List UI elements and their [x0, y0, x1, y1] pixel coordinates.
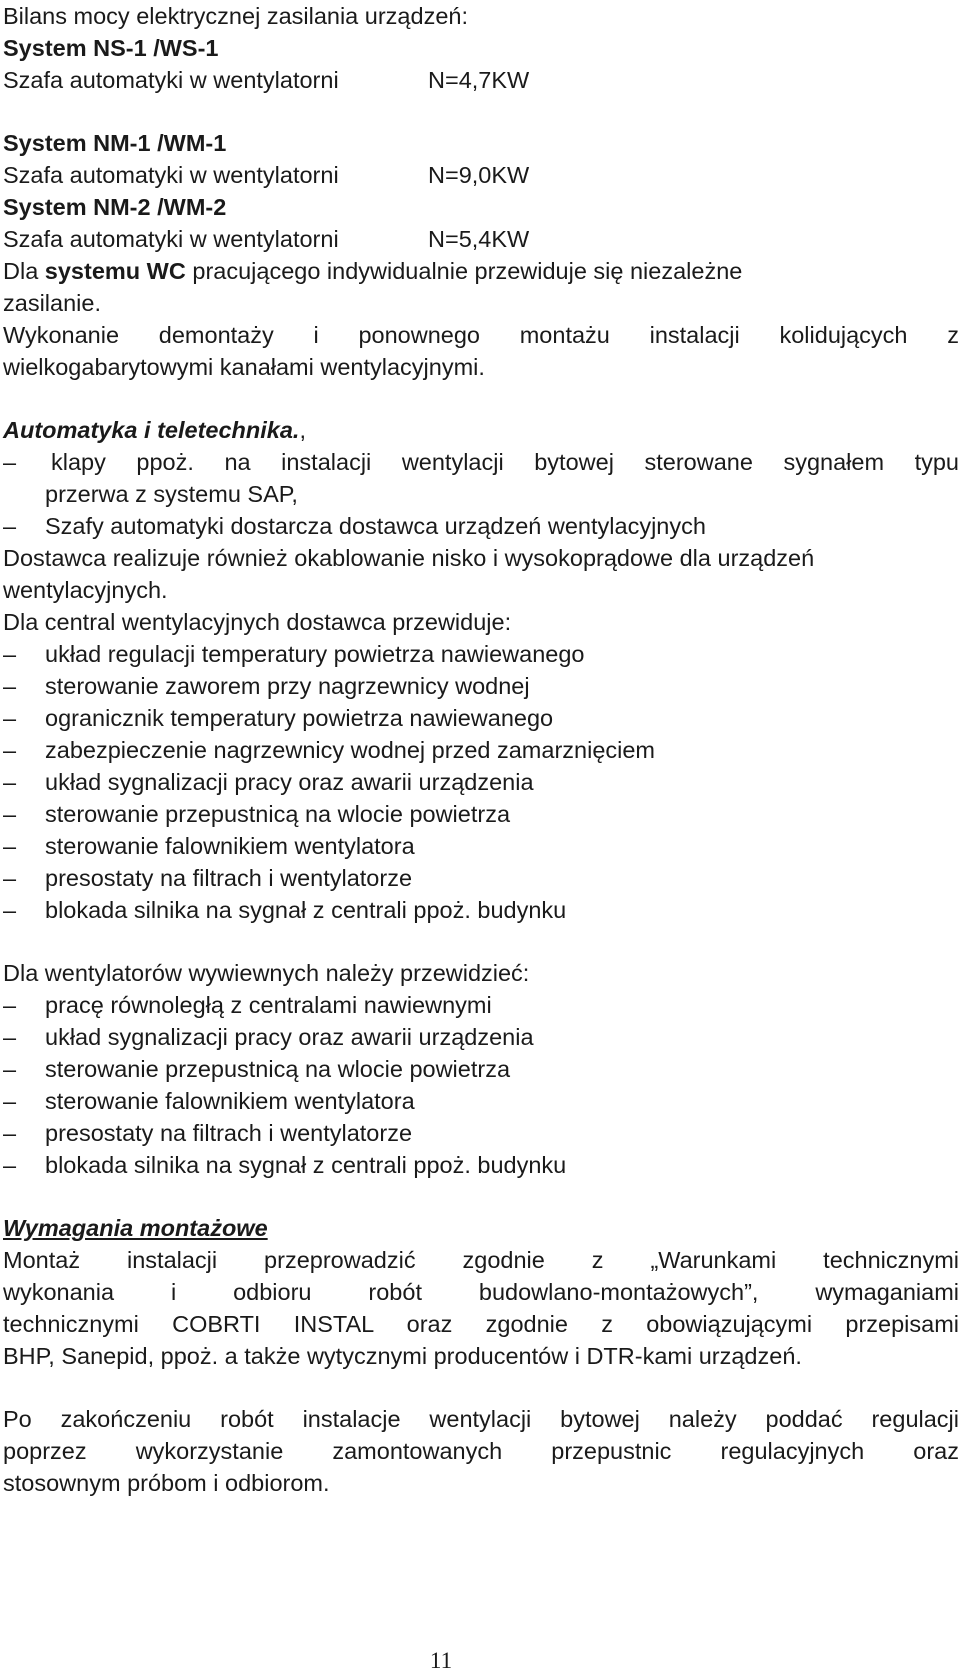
- system-row: [3, 159, 959, 191]
- system-item: Szafa automatyki w wentylatorni: [3, 67, 339, 93]
- dash-bullet: –: [3, 449, 17, 475]
- list-item: – presostaty na filtrach i wentylatorze: [3, 1117, 959, 1149]
- system-row: [3, 223, 959, 255]
- list-item: – układ sygnalizacji pracy oraz awarii urządzenia: [3, 1021, 959, 1053]
- list-item: – sterowanie przepustnicą na wlocie powietrza: [3, 1053, 959, 1085]
- list-item: – układ regulacji temperatury powietrza nawiewanego: [3, 638, 959, 670]
- installation-line: Montaż instalacji przeprowadzić zgodnie z „Warunkami technicznymi: [3, 1247, 959, 1273]
- dash-bullet: –: [3, 1152, 17, 1178]
- dash-bullet: –: [3, 1024, 17, 1050]
- cabling-line: Dostawca realizuje również okablowanie nisko i wysokoprądowe dla urządzeń: [3, 545, 815, 571]
- dash-bullet: –: [3, 1088, 17, 1114]
- list-item: – zabezpieczenie nagrzewnicy wodnej przed zamarznięciem: [3, 734, 959, 766]
- dash-bullet: –: [3, 673, 17, 699]
- dash-bullet: –: [3, 513, 17, 539]
- dash-bullet: –: [3, 897, 17, 923]
- list-item: – sterowanie falownikiem wentylatora: [3, 1085, 959, 1117]
- system-name: System NS-1 /WS-1: [3, 35, 219, 61]
- system-row: [3, 64, 959, 96]
- system-power: N=9,0KW: [428, 162, 530, 188]
- list-item: – sterowanie zaworem przy nagrzewnicy wodnej: [3, 670, 959, 702]
- exhaust-intro: Dla wentylatorów wywiewnych należy przewidzieć:: [3, 960, 530, 986]
- central-intro: Dla central wentylacyjnych dostawca przewiduje:: [3, 609, 512, 635]
- system-item: Szafa automatyki w wentylatorni: [3, 226, 339, 252]
- list-item-cont: przerwa z systemu SAP,: [45, 481, 298, 507]
- dash-bullet: –: [3, 1120, 17, 1146]
- dash-bullet: –: [3, 769, 17, 795]
- installation-line: wykonania i odbioru robót budowlano-montażowych”, wymaganiami: [3, 1279, 959, 1305]
- dash-bullet: –: [3, 705, 17, 731]
- dash-bullet: –: [3, 737, 17, 763]
- system-name: System NM-1 /WM-1: [3, 130, 227, 156]
- list-item: – ogranicznik temperatury powietrza nawiewanego: [3, 702, 959, 734]
- system-item: Szafa automatyki w wentylatorni: [3, 162, 339, 188]
- exhaust-list: [3, 989, 959, 1181]
- page-number: 11: [429, 1648, 453, 1673]
- demontage-line: Wykonanie demontaży i ponownego montażu instalacji kolidujących z: [3, 322, 959, 348]
- list-item: – pracę równoległą z centralami nawiewnymi: [3, 989, 959, 1021]
- list-item: – blokada silnika na sygnał z centrali ppoż. budynku: [3, 894, 959, 926]
- dash-bullet: –: [3, 992, 17, 1018]
- list-item: – klapy ppoż. na instalacji wentylacji bytowej sterowane sygnałem typu: [3, 446, 959, 478]
- list-item: – presostaty na filtrach i wentylatorze: [3, 862, 959, 894]
- regulation-line: stosownym próbom i odbiorom.: [3, 1470, 330, 1496]
- dash-bullet: –: [3, 833, 17, 859]
- regulation-line: Po zakończeniu robót instalacje wentylacji bytowej należy poddać regulacji: [3, 1406, 959, 1432]
- wc-system-label: systemu WC: [44, 258, 186, 284]
- system-name: System NM-2 /WM-2: [3, 194, 227, 220]
- system-power: N=5,4KW: [428, 226, 530, 252]
- dash-bullet: –: [3, 641, 17, 667]
- system-power: N=4,7KW: [428, 67, 530, 93]
- installation-line: technicznymi COBRTI INSTAL oraz zgodnie z obowiązującymi przepisami: [3, 1311, 959, 1337]
- installation-heading: Wymagania montażowe: [3, 1215, 268, 1241]
- wc-note-cont: zasilanie.: [3, 290, 101, 316]
- dash-bullet: –: [3, 1056, 17, 1082]
- list-item: – Szafy automatyki dostarcza dostawca urządzeń wentylacyjnych: [3, 510, 959, 542]
- list-item: – blokada silnika na sygnał z centrali ppoż. budynku: [3, 1149, 959, 1181]
- automation-heading: Automatyka i teletechnika.,: [3, 417, 306, 443]
- wc-note: Dla systemu WC pracującego indywidualnie przewiduje się niezależne: [3, 258, 743, 284]
- dash-bullet: –: [3, 865, 17, 891]
- dash-bullet: –: [3, 801, 17, 827]
- demontage-line: wielkogabarytowymi kanałami wentylacyjnymi.: [3, 354, 485, 380]
- document-page: [3, 0, 959, 1499]
- list-item: – sterowanie falownikiem wentylatora: [3, 830, 959, 862]
- cabling-line: wentylacyjnych.: [3, 577, 168, 603]
- regulation-line: poprzez wykorzystanie zamontowanych przepustnic regulacyjnych oraz: [3, 1438, 959, 1464]
- central-list: [3, 638, 959, 926]
- list-item: – sterowanie przepustnicą na wlocie powietrza: [3, 798, 959, 830]
- power-balance-heading: Bilans mocy elektrycznej zasilania urządzeń:: [3, 3, 468, 29]
- installation-line: BHP, Sanepid, ppoż. a także wytycznymi producentów i DTR-kami urządzeń.: [3, 1343, 802, 1369]
- list-item: – układ sygnalizacji pracy oraz awarii urządzenia: [3, 766, 959, 798]
